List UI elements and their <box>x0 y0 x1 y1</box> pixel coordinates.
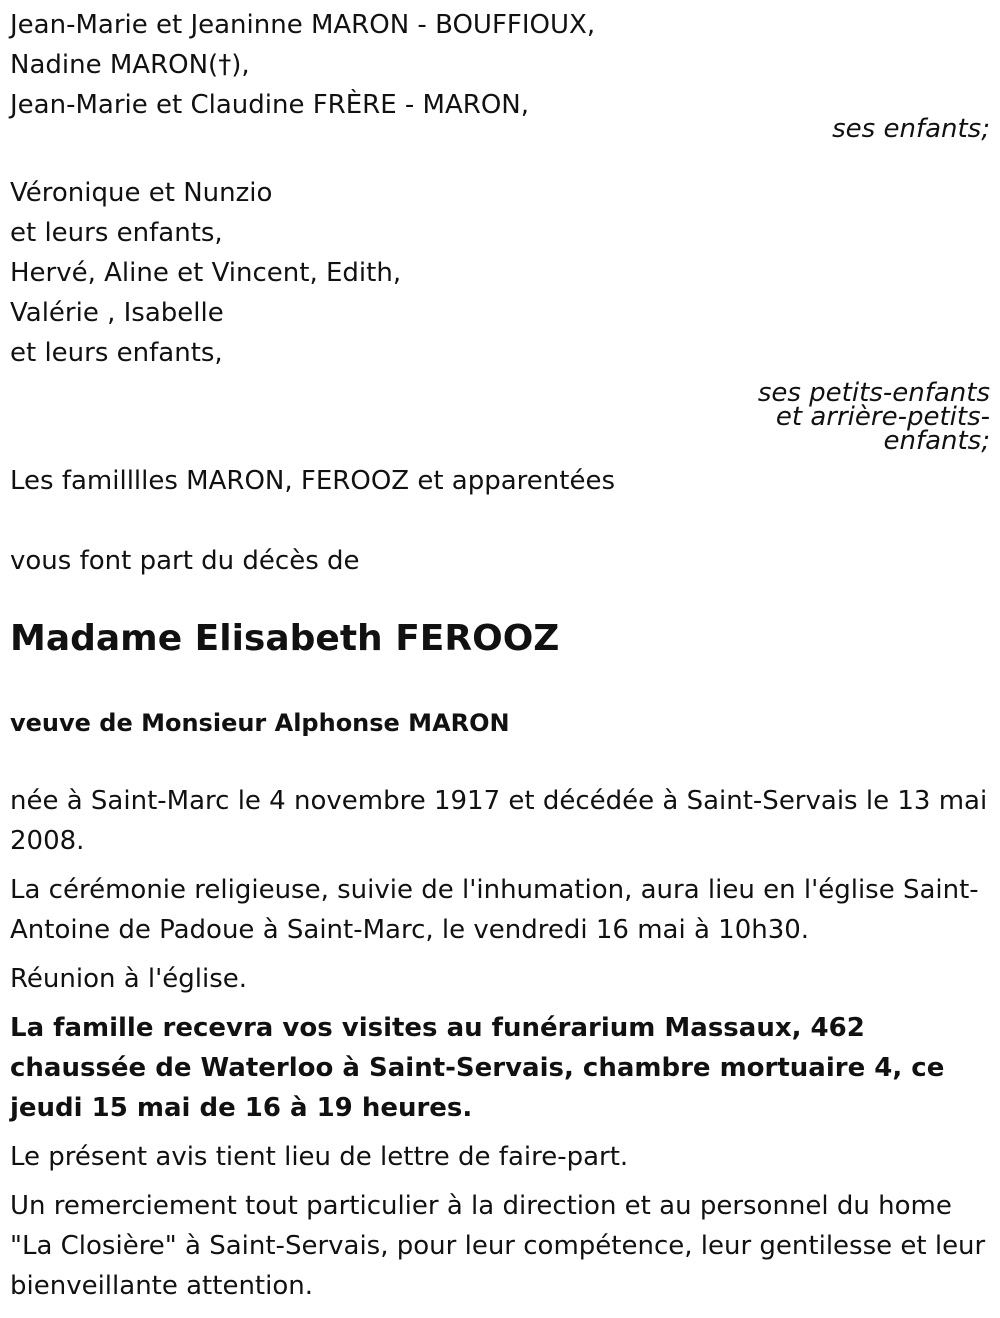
grandchildren-role-line: et arrière-petits- <box>775 402 990 432</box>
grandchild-line: Hervé, Aline et Vincent, Edith, <box>10 258 402 288</box>
child-line: Jean-Marie et Claudine FRÈRE - MARON, <box>10 90 530 120</box>
ceremony-paragraph: La cérémonie religieuse, suivie de l'inhumation, aura lieu en l'église Saint-Antoine de Padoue à Saint-Marc, le vendredi 16 mai à 10h30. <box>10 875 979 945</box>
child-line: Jean-Marie et Jeaninne MARON - BOUFFIOUX, <box>10 10 596 40</box>
child-line: Nadine MARON(†), <box>10 50 250 80</box>
visits-paragraph: La famille recevra vos visites au funérarium Massaux, 462 chaussée de Waterloo à Saint-Servais, chambre mortuaire 4, ce jeudi 15 mai de 16 à 19 heures. <box>10 1013 945 1123</box>
children-block <box>10 5 990 149</box>
grandchild-line: et leurs enfants, <box>10 218 223 248</box>
birth-death-paragraph: née à Saint-Marc le 4 novembre 1917 et décédée à Saint-Servais le 13 mai 2008. <box>10 786 988 856</box>
obituary-notice <box>10 5 990 1315</box>
grandchildren-block <box>10 173 990 461</box>
grandchildren-role-line: ses petits-enfants <box>757 378 990 408</box>
widow-of-line: veuve de Monsieur Alphonse MARON <box>10 709 510 737</box>
notice-paragraph: Le présent avis tient lieu de lettre de faire-part. <box>10 1142 629 1172</box>
deceased-name: Madame Elisabeth FEROOZ <box>10 618 560 659</box>
grandchild-line: Valérie , Isabelle <box>10 298 224 328</box>
families-line: Les familllles MARON, FEROOZ et apparentées <box>10 466 616 496</box>
children-role: ses enfants; <box>832 114 990 144</box>
grandchildren-role-line: enfants; <box>883 426 990 456</box>
announcement-line: vous font part du décès de <box>10 546 360 576</box>
grandchild-line: Véronique et Nunzio <box>10 178 273 208</box>
meeting-paragraph: Réunion à l'église. <box>10 964 248 994</box>
grandchild-line: et leurs enfants, <box>10 338 223 368</box>
thanks-paragraph: Un remerciement tout particulier à la direction et au personnel du home "La Closière" à Saint-Servais, pour leur compétence, leur gentilesse et leur bienveillante attention. <box>10 1191 986 1301</box>
